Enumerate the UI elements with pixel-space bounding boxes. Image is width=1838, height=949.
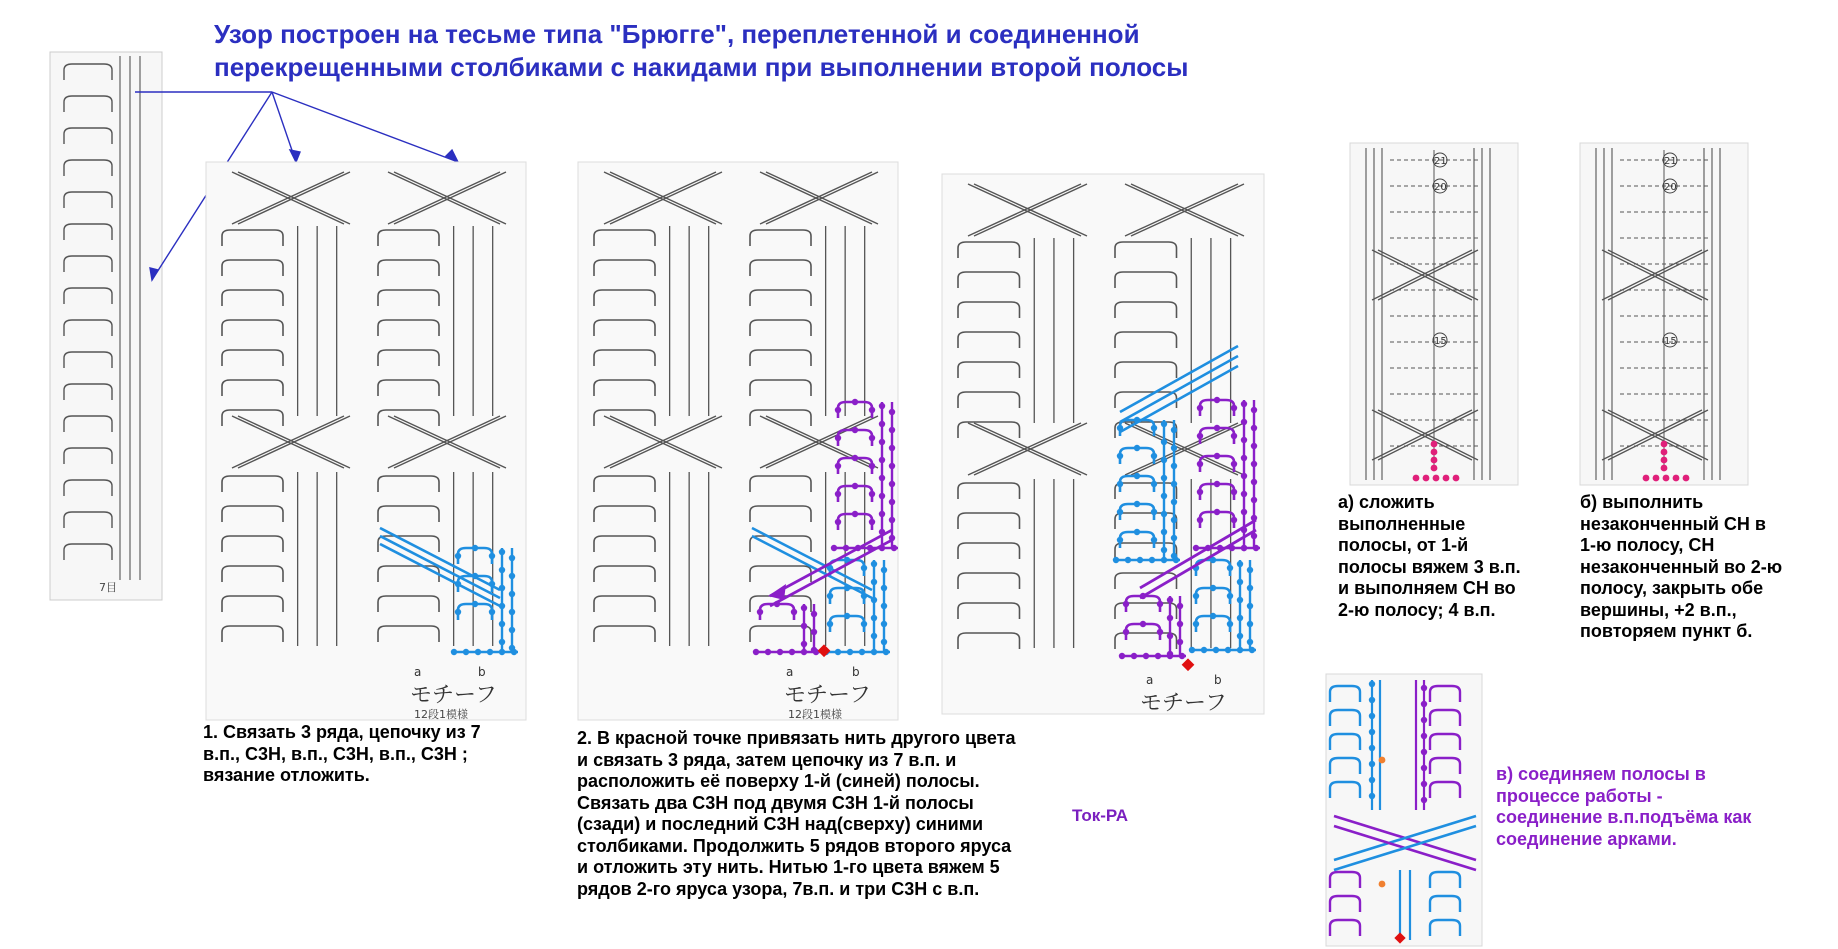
stitch-dot: [1421, 749, 1427, 755]
stitch-dot: [1369, 681, 1375, 687]
caption-step-a-line: полосы, от 1-й: [1338, 535, 1469, 555]
caption-step2: [577, 728, 1015, 900]
stitch-dot: [1231, 461, 1237, 467]
stitch-dot: [1249, 647, 1255, 653]
caption-step-b-line: повторяем пункт б.: [1580, 621, 1753, 641]
stitch-dot: [1661, 441, 1668, 448]
stitch-dot: [881, 621, 887, 627]
panel2-motif-label: モチーフ: [784, 683, 871, 708]
stitch-dot: [1247, 585, 1253, 591]
caption-step2-line: Связать два С3Н под двумя С3Н 1-й полосы: [577, 792, 974, 813]
strip-stitches-label: 7目: [99, 581, 117, 594]
stitch-dot: [1155, 653, 1161, 659]
stitch-dot: [1131, 653, 1137, 659]
stitch-dot: [1167, 633, 1173, 639]
stitch-dot: [1161, 557, 1167, 563]
stitch-dot: [1241, 545, 1247, 551]
panel-b-row-21: 21: [1664, 156, 1677, 167]
stitch-dot: [1247, 567, 1253, 573]
stitch-dot: [1453, 475, 1460, 482]
stitch-dot: [844, 613, 850, 619]
diagram-panel-step2: [578, 162, 898, 720]
stitch-dot: [1251, 479, 1257, 485]
stitch-dot: [1171, 535, 1177, 541]
stitch-dot: [869, 435, 875, 441]
stitch-dot: [879, 439, 885, 445]
stitch-dot: [861, 565, 867, 571]
caption-step-v-line: в) соединяем полосы в: [1496, 764, 1706, 784]
stitch-dot: [1421, 733, 1427, 739]
stitch-dot: [1251, 407, 1257, 413]
stitch-dot: [1643, 475, 1650, 482]
stitch-dot: [1134, 445, 1140, 451]
stitch-dot: [1251, 461, 1257, 467]
stitch-dot: [1369, 745, 1375, 751]
stitch-dot: [1151, 537, 1157, 543]
stitch-dot: [879, 511, 885, 517]
stitch-dot: [1661, 465, 1668, 472]
caption-step2-line: и отложить эту нить. Нитью 1-го цвета вяжем 5: [577, 857, 1000, 877]
stitch-dot: [774, 601, 780, 607]
author-signature: Ток-РА: [1072, 806, 1128, 825]
stitch-dot: [1167, 615, 1173, 621]
stitch-dot: [1161, 439, 1167, 445]
caption-step1-line: в.п., С3Н, в.п., С3Н, в.п., С3Н ;: [203, 743, 468, 764]
caption-step-b-line: незаконченный СН в: [1580, 513, 1766, 534]
stitch-dot: [861, 593, 867, 599]
stitch-dot: [489, 581, 495, 587]
caption-step1: [203, 722, 481, 787]
stitch-dot: [889, 445, 895, 451]
stitch-dot: [1421, 685, 1427, 691]
stitch-dot: [463, 649, 469, 655]
panel3-label-b: b: [1214, 673, 1222, 687]
narrow-strip-diagram: [50, 52, 162, 600]
stitch-dot: [1421, 701, 1427, 707]
stitch-dot: [891, 545, 897, 551]
stitch-dot: [1431, 457, 1438, 464]
stitch-dot: [1161, 475, 1167, 481]
stitch-dot: [1251, 443, 1257, 449]
stitch-dot: [1177, 603, 1183, 609]
stitch-dot: [1119, 653, 1125, 659]
stitch-dot: [1134, 529, 1140, 535]
stitch-dot: [1193, 545, 1199, 551]
stitch-dot: [1241, 509, 1247, 515]
stitch-dot: [1151, 425, 1157, 431]
stitch-dot: [1443, 475, 1450, 482]
stitch-dot: [1413, 475, 1420, 482]
stitch-dot: [835, 407, 841, 413]
stitch-dot: [1123, 629, 1129, 635]
stitch-dot: [1173, 557, 1179, 563]
caption-step-b-line: полосу, закрыть обе: [1580, 578, 1764, 598]
stitch-dot: [1225, 647, 1231, 653]
stitch-dot: [499, 649, 505, 655]
stitch-dot: [1241, 473, 1247, 479]
stitch-dot: [871, 597, 877, 603]
stitch-dot: [1369, 777, 1375, 783]
stitch-dot: [1193, 593, 1199, 599]
stitch-dot: [1117, 481, 1123, 487]
diagram-panel-v: [1326, 674, 1482, 946]
stitch-dot: [869, 491, 875, 497]
stitch-dot: [1117, 537, 1123, 543]
panel-b-row-15: 15: [1664, 336, 1677, 347]
stitch-dot: [472, 573, 478, 579]
stitch-dot: [881, 603, 887, 609]
caption-step-b: [1580, 492, 1782, 643]
stitch-dot: [889, 463, 895, 469]
stitch-dot: [1179, 653, 1185, 659]
stitch-dot: [1237, 647, 1243, 653]
stitch-dot: [455, 581, 461, 587]
stitch-dot: [1369, 793, 1375, 799]
panel2-repeat-label: 12段1模様: [788, 708, 842, 721]
stitch-dot: [765, 649, 771, 655]
stitch-dot: [1123, 601, 1129, 607]
stitch-dot: [869, 463, 875, 469]
stitch-dot: [889, 499, 895, 505]
stitch-dot: [509, 609, 515, 615]
stitch-dot: [871, 649, 877, 655]
caption-step-a-line: полосы вяжем 3 в.п.: [1338, 556, 1521, 577]
stitch-dot: [1251, 497, 1257, 503]
stitch-dot: [1231, 489, 1237, 495]
stitch-dot: [1251, 425, 1257, 431]
stitch-dot: [835, 463, 841, 469]
stitch-dot: [811, 629, 817, 635]
stitch-dot: [843, 545, 849, 551]
stitch-dot: [1673, 475, 1680, 482]
panel2-label-b: b: [852, 665, 860, 679]
panel3-label-a: a: [1146, 673, 1154, 687]
panel2-label-a: a: [786, 665, 794, 679]
stitch-dot: [509, 555, 515, 561]
caption-step1-line: 1. Связать 3 ряда, цепочку из 7: [203, 722, 481, 742]
panel1-motif-label: モチーフ: [410, 683, 497, 708]
stitch-dot: [1134, 417, 1140, 423]
stitch-dot: [1171, 481, 1177, 487]
stitch-dot: [1167, 597, 1173, 603]
panel1-repeat-label: 12段1模様: [414, 708, 468, 721]
stitch-dot: [489, 609, 495, 615]
stitch-dot: [871, 615, 877, 621]
diagram-panel-step1: [206, 162, 526, 720]
stitch-dot: [1151, 481, 1157, 487]
stitch-dot: [472, 545, 478, 551]
stitch-dot: [1253, 545, 1259, 551]
stitch-dot: [1433, 475, 1440, 482]
stitch-dot: [475, 649, 481, 655]
stitch-dot: [1177, 621, 1183, 627]
stitch-dot: [831, 545, 837, 551]
stitch-dot: [1683, 475, 1690, 482]
stitch-dot: [1201, 647, 1207, 653]
diagram-panel-b: [1580, 143, 1748, 485]
title-line-2: перекрещенными столбиками с накидами при выполнении второй полосы: [214, 52, 1189, 82]
caption-step2-line: столбиками. Продолжить 5 рядов второго яруса: [577, 835, 1012, 856]
diagram-panel-a: [1350, 143, 1518, 485]
stitch-dot: [511, 649, 517, 655]
stitch-dot: [1210, 585, 1216, 591]
stitch-dot: [1431, 449, 1438, 456]
diagram-panel-step3: [942, 174, 1264, 714]
stitch-dot: [1161, 547, 1167, 553]
caption-step-v-line: соединение арками.: [1496, 828, 1677, 849]
stitch-dot: [871, 579, 877, 585]
stitch-dot: [859, 649, 865, 655]
panel1-label-a: a: [414, 665, 422, 679]
stitch-dot: [455, 553, 461, 559]
panel-a-row-21: 21: [1434, 156, 1447, 167]
stitch-dot: [1157, 629, 1163, 635]
stitch-dot: [1237, 579, 1243, 585]
stitch-dot: [451, 649, 457, 655]
stitch-dot: [1171, 427, 1177, 433]
stitch-dot: [835, 519, 841, 525]
stitch-dot: [1247, 639, 1253, 645]
stitch-dot: [1241, 401, 1247, 407]
stitch-dot: [1214, 397, 1220, 403]
caption-step-a-line: выполненные: [1338, 513, 1466, 534]
stitch-dot: [1247, 621, 1253, 627]
stitch-dot: [472, 601, 478, 607]
stitch-dot: [1241, 491, 1247, 497]
stitch-dot: [835, 491, 841, 497]
stitch-dot: [1421, 717, 1427, 723]
stitch-dot: [1241, 437, 1247, 443]
stitch-dot: [869, 407, 875, 413]
stitch-dot: [1214, 453, 1220, 459]
stitch-dot: [1431, 441, 1438, 448]
stitch-dot: [489, 553, 495, 559]
stitch-dot: [1113, 557, 1119, 563]
caption-step2-line: (сзади) и последний С3Н над(сверху) синими: [577, 814, 984, 834]
stitch-dot: [1231, 433, 1237, 439]
stitch-dot: [1231, 405, 1237, 411]
stitch-dot: [1214, 425, 1220, 431]
stitch-dot: [1193, 621, 1199, 627]
stitch-dot: [1431, 465, 1438, 472]
stitch-dot: [1161, 511, 1167, 517]
stitch-dot: [889, 517, 895, 523]
stitch-dot: [1197, 461, 1203, 467]
caption-step-b-line: вершины, +2 в.п.,: [1580, 599, 1737, 620]
stitch-dot: [879, 493, 885, 499]
stitch-dot: [1237, 597, 1243, 603]
stitch-dot: [499, 603, 505, 609]
stitch-dot: [1369, 697, 1375, 703]
stitch-dot: [1421, 765, 1427, 771]
stitch-dot: [777, 649, 783, 655]
stitch-dot: [1247, 603, 1253, 609]
stitch-dot: [852, 399, 858, 405]
stitch-dot: [1421, 797, 1427, 803]
panel-a-row-15: 15: [1434, 336, 1447, 347]
panel1-label-b: b: [478, 665, 486, 679]
stitch-dot: [1117, 509, 1123, 515]
stitch-dot: [861, 621, 867, 627]
stitch-dot: [801, 623, 807, 629]
stitch-dot: [1237, 633, 1243, 639]
stitch-dot: [879, 457, 885, 463]
caption-step-v-line: процессе работы -: [1496, 785, 1663, 806]
stitch-dot: [852, 511, 858, 517]
stitch-dot: [879, 475, 885, 481]
panel-a-row-20: 20: [1434, 182, 1447, 193]
stitch-dot: [1157, 601, 1163, 607]
stitch-dot: [1369, 729, 1375, 735]
stitch-dot: [871, 561, 877, 567]
stitch-dot: [852, 483, 858, 489]
caption-step-b-line: незаконченный во 2-ю: [1580, 556, 1783, 577]
orange-join-dot: [1379, 757, 1386, 764]
stitch-dot: [1210, 613, 1216, 619]
stitch-dot: [1423, 475, 1430, 482]
stitch-dot: [1231, 517, 1237, 523]
stitch-dot: [1167, 653, 1173, 659]
stitch-dot: [1149, 557, 1155, 563]
stitch-dot: [1161, 421, 1167, 427]
stitch-dot: [852, 455, 858, 461]
orange-join-dot: [1379, 881, 1386, 888]
stitch-dot: [852, 427, 858, 433]
panel-b-row-20: 20: [1664, 182, 1677, 193]
stitch-dot: [1227, 593, 1233, 599]
stitch-dot: [1125, 557, 1131, 563]
stitch-dot: [1171, 499, 1177, 505]
caption-step-v-line: соединение в.п.подъёма как: [1496, 807, 1752, 827]
stitch-dot: [509, 591, 515, 597]
stitch-dot: [1227, 621, 1233, 627]
stitch-dot: [1237, 615, 1243, 621]
stitch-dot: [1197, 489, 1203, 495]
stitch-dot: [811, 611, 817, 617]
stitch-dot: [827, 593, 833, 599]
caption-step2-line: рядов 2-го яруса узора, 7в.п. и три С3Н с в.п.: [577, 878, 980, 899]
stitch-dot: [1661, 457, 1668, 464]
stitch-dot: [1140, 593, 1146, 599]
stitch-dot: [881, 639, 887, 645]
stitch-dot: [1369, 713, 1375, 719]
caption-step-v: [1496, 764, 1751, 850]
stitch-dot: [881, 567, 887, 573]
stitch-dot: [1171, 445, 1177, 451]
stitch-dot: [1151, 453, 1157, 459]
stitch-dot: [1134, 473, 1140, 479]
stitch-dot: [879, 403, 885, 409]
stitch-dot: [883, 649, 889, 655]
stitch-dot: [847, 649, 853, 655]
stitch-dot: [1663, 475, 1670, 482]
stitch-dot: [871, 633, 877, 639]
stitch-dot: [499, 621, 505, 627]
stitch-dot: [1143, 653, 1149, 659]
stitch-dot: [1227, 565, 1233, 571]
stitch-dot: [499, 549, 505, 555]
stitch-dot: [1177, 639, 1183, 645]
stitch-dot: [844, 585, 850, 591]
stitch-dot: [509, 627, 515, 633]
stitch-dot: [881, 585, 887, 591]
stitch-dot: [889, 409, 895, 415]
stitch-dot: [499, 639, 505, 645]
stitch-dot: [1214, 481, 1220, 487]
title-line-1: Узор построен на тесьме типа "Брюгге", переплетенной и соединенной: [214, 19, 1140, 49]
stitch-dot: [1137, 557, 1143, 563]
caption-step-b-line: 1-ю полосу, СН: [1580, 535, 1715, 555]
stitch-dot: [1161, 529, 1167, 535]
stitch-dot: [757, 609, 763, 615]
stitch-dot: [1171, 463, 1177, 469]
stitch-dot: [455, 609, 461, 615]
stitch-dot: [889, 427, 895, 433]
stitch-dot: [1213, 647, 1219, 653]
stitch-dot: [1161, 493, 1167, 499]
stitch-dot: [1197, 517, 1203, 523]
stitch-dot: [889, 481, 895, 487]
stitch-dot: [753, 649, 759, 655]
stitch-dot: [1661, 449, 1668, 456]
caption-step-a: [1338, 492, 1521, 621]
stitch-dot: [1117, 453, 1123, 459]
caption-step-a-line: и выполняем СН во: [1338, 578, 1516, 598]
stitch-dot: [1189, 647, 1195, 653]
stitch-dot: [1117, 425, 1123, 431]
caption-step-a-line: 2-ю полосу; 4 в.п.: [1338, 599, 1496, 620]
stitch-dot: [801, 649, 807, 655]
caption-step2-line: 2. В красной точке привязать нить другого цвета: [577, 728, 1016, 748]
stitch-dot: [1161, 457, 1167, 463]
stitch-dot: [801, 605, 807, 611]
stitch-dot: [1140, 621, 1146, 627]
stitch-dot: [1151, 509, 1157, 515]
caption-step2-line: расположить её поверху 1-й (синей) полосы.: [577, 771, 980, 791]
caption-step1-line: вязание отложить.: [203, 765, 370, 785]
stitch-dot: [1653, 475, 1660, 482]
stitch-dot: [827, 621, 833, 627]
stitch-dot: [499, 567, 505, 573]
stitch-dot: [509, 573, 515, 579]
stitch-dot: [791, 609, 797, 615]
stitch-dot: [1171, 517, 1177, 523]
caption-step-b-line: б) выполнить: [1580, 492, 1704, 512]
stitch-dot: [1369, 761, 1375, 767]
caption-step2-line: и связать 3 ряда, затем цепочку из 7 в.п. и: [577, 749, 957, 770]
stitch-dot: [499, 585, 505, 591]
stitch-dot: [835, 435, 841, 441]
stitch-dot: [869, 519, 875, 525]
panel3-motif-label: モチーフ: [1140, 691, 1227, 716]
stitch-dot: [1197, 433, 1203, 439]
stitch-dot: [1241, 419, 1247, 425]
stitch-dot: [487, 649, 493, 655]
stitch-dot: [789, 649, 795, 655]
stitch-dot: [1214, 509, 1220, 515]
stitch-dot: [801, 641, 807, 647]
stitch-dot: [1197, 405, 1203, 411]
stitch-dot: [1237, 561, 1243, 567]
stitch-dot: [835, 649, 841, 655]
stitch-dot: [1241, 455, 1247, 461]
stitch-dot: [1134, 501, 1140, 507]
stitch-dot: [813, 649, 819, 655]
stitch-dot: [879, 421, 885, 427]
caption-step-a-line: а) сложить: [1338, 492, 1435, 512]
stitch-dot: [1421, 781, 1427, 787]
